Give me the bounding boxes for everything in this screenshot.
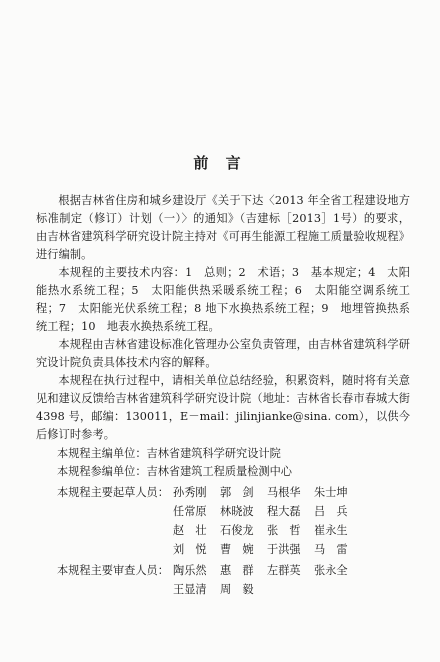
person-name: 吕 兵: [314, 505, 348, 518]
paragraph-background: 根据吉林省住房和城乡建设厅《关于下达〈2013 年全省工程建设地方标准制定（修订）计划（一）〉的通知》（吉建标［2013］1号）的要求，由吉林省建筑科学研究设计院主持对《可再生能源工程施工质量验收规程》进行编制。: [36, 194, 410, 261]
person-name: 马 雷: [314, 543, 348, 556]
foreword-body: [36, 192, 410, 444]
paragraph-management: 本规程由吉林省建设标准化管理办公室负责管理，由吉林省建筑科学研究设计院负责具体技术内容的解释。: [36, 338, 410, 369]
paragraph-feedback: 本规程在执行过程中，请相关单位总结经验，积累资料，随时将有关意见和建议反馈给吉林省建筑科学研究设计院（地址：吉林省长春市春城大街 4398 号，邮编：130011，E－mail：jilinjianke@sina. com），以供今后修订时参考。: [36, 374, 410, 441]
paragraph-contents: 本规程的主要技术内容：1 总则；2 术语；3 基本规定；4 太阳能热水系统工程；5 太阳能供热采暖系统工程；6 太阳能空调系统工程；7 太阳能光伏系统工程；8 地下水换热系统工程；9 地埋管换热系统工程；10 地表水换热系统工程。: [36, 266, 410, 333]
person-name: 惠 群: [220, 564, 254, 577]
reviewers-row: [173, 561, 361, 580]
person-name: 崔永生: [314, 524, 348, 537]
drafters-row: [173, 502, 361, 521]
reviewers-row: [173, 580, 361, 599]
person-name: 马根华: [267, 486, 301, 499]
page-title: 前 言: [193, 154, 247, 172]
reviewers-list: [173, 561, 361, 599]
participating-unit: 本规程参编单位：吉林省建筑工程质量检测中心: [57, 465, 292, 478]
person-name: 曹 婉: [220, 543, 254, 556]
person-name: 刘 悦: [173, 543, 207, 556]
person-name: 朱士坤: [314, 486, 348, 499]
person-name: 王显清: [173, 583, 207, 596]
reviewers-label: 本规程主要审查人员：: [57, 564, 169, 577]
drafters-row: [173, 521, 361, 540]
person-name: 林晓波: [220, 505, 254, 518]
person-name: 孙秀刚: [173, 486, 207, 499]
drafters-row: [173, 483, 361, 502]
person-name: 赵 壮: [173, 524, 207, 537]
chief-unit: 本规程主编单位：吉林省建筑科学研究设计院: [57, 447, 281, 460]
units-block: [57, 445, 292, 481]
person-name: 张永全: [314, 564, 348, 577]
person-name: 石俊龙: [220, 524, 254, 537]
person-name: 于洪强: [267, 543, 301, 556]
person-name: 任常原: [173, 505, 207, 518]
person-name: 左群英: [267, 564, 301, 577]
person-name: 郭 剑: [220, 486, 254, 499]
person-name: 陶乐然: [173, 564, 207, 577]
person-name: 周 毅: [220, 583, 254, 596]
drafters-row: [173, 540, 361, 559]
drafters-list: [173, 483, 361, 559]
person-name: 张 哲: [267, 524, 301, 537]
person-name: 程大磊: [267, 505, 301, 518]
drafters-label: 本规程主要起草人员：: [57, 486, 169, 499]
